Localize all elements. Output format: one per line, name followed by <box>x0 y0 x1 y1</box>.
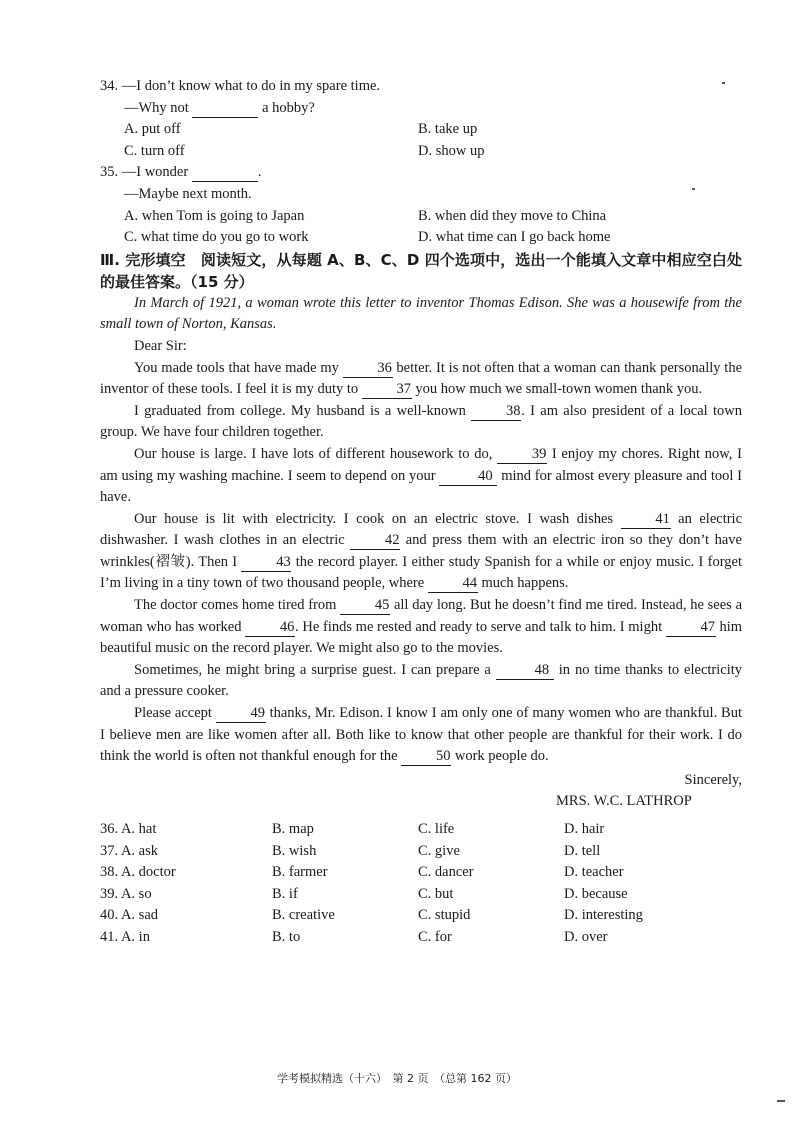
options-row <box>100 927 742 949</box>
blank-48: 48 <box>496 662 554 680</box>
passage-text: and press them with an electric iron so they don’t have wrinkles(褶皱). Then I <box>100 532 742 570</box>
option-c: C. for <box>418 928 452 945</box>
option-a: 40. A. sad <box>100 907 158 924</box>
option-c: C. dancer <box>418 864 474 881</box>
passage-text: You made tools that have made my <box>134 359 339 376</box>
section3-heading: Ⅲ. 完形填空 阅读短文，从每题 A、B、C、D 四个选项中，选出一个能填入文章中相应空白处的最佳答案。（15 分） <box>100 250 742 291</box>
option-a: 39. A. so <box>100 885 152 902</box>
q35-line1 <box>100 162 742 184</box>
blank-38: 38 <box>471 403 521 421</box>
passage-text: thanks, Mr. Edison. I know I am only one of many women who are thankful. But I believe men are like women after all. Both like to know that other people are thankful for their work. I do think the world is often not thankful enough for the <box>100 705 742 765</box>
passage-text: much happens. <box>481 575 569 592</box>
passage-text: Our house is lit with electricity. I cook on an electric stove. I wash dishes <box>134 510 614 527</box>
option-d: D. because <box>564 885 628 902</box>
passage-text: better. It is not often that a woman can thank personally the inventor of these tools. I feel it is my duty to <box>100 359 743 398</box>
scan-speck <box>692 188 695 190</box>
q35-option-c: C. what time do you go to work <box>124 229 309 246</box>
q34-options-row1 <box>100 119 742 141</box>
passage-paragraph-2 <box>100 401 742 444</box>
section3-intro: In March of 1921, a woman wrote this letter to inventor Thomas Edison. She was a housewife from the small town of Norton, Kansas. <box>100 294 742 333</box>
option-a: 38. A. doctor <box>100 864 176 881</box>
option-d: D. tell <box>564 842 601 859</box>
blank-40: 40 <box>439 468 497 486</box>
passage-paragraph-1 <box>100 358 742 401</box>
option-b: B. map <box>272 821 314 837</box>
q34-option-c: C. turn off <box>124 142 185 159</box>
passage-text: . I am also president of a local town group. We have four children together. <box>100 402 743 441</box>
passage-text: I enjoy my chores. Right now, I am using my washing machine. I seem to depend on your <box>100 445 742 484</box>
q35-option-a: A. when Tom is going to Japan <box>124 207 305 224</box>
q34-line2-post: a hobby? <box>262 99 315 116</box>
option-c: C. give <box>418 842 460 859</box>
exam-page <box>100 76 742 949</box>
passage-text: . He finds me rested and ready to serve and talk to him. I might <box>295 618 663 635</box>
option-d: D. teacher <box>564 864 624 881</box>
option-c: C. stupid <box>418 907 471 924</box>
option-d: D. over <box>564 928 608 945</box>
q34-line1: 34. —I don’t know what to do in my spare time. <box>100 78 381 94</box>
q34-options-row2 <box>100 141 742 163</box>
option-b: B. if <box>272 885 298 902</box>
option-a: 41. A. in <box>100 928 150 945</box>
q34-blank <box>192 100 258 118</box>
q35-option-b: B. when did they move to China <box>418 207 607 224</box>
option-c: C. life <box>418 821 455 837</box>
option-b: B. to <box>272 928 301 945</box>
option-d: D. interesting <box>564 907 643 924</box>
q35-options-row2 <box>100 227 742 249</box>
option-b: B. farmer <box>272 864 328 881</box>
blank-41: 41 <box>621 511 671 529</box>
blank-50: 50 <box>401 748 451 766</box>
letter-closing: Sincerely, <box>684 771 742 788</box>
q35-options-row1 <box>100 206 742 228</box>
blank-44: 44 <box>428 575 478 593</box>
scan-speck <box>722 82 725 84</box>
q34-option-b: B. take up <box>418 121 478 138</box>
q35-line1-pre: 35. —I wonder <box>100 164 189 181</box>
passage-text: Please accept <box>134 705 212 722</box>
passage-text: you how much we small-town women thank you. <box>415 381 703 398</box>
q34-option-d: D. show up <box>418 142 485 159</box>
options-row <box>100 841 742 863</box>
blank-36: 36 <box>343 360 393 378</box>
q35-line1-post: . <box>257 164 262 181</box>
option-c: C. but <box>418 885 454 902</box>
blank-47: 47 <box>666 619 716 637</box>
options-row <box>100 905 742 927</box>
options-row <box>100 862 742 884</box>
option-a: 37. A. ask <box>100 842 158 859</box>
blank-45: 45 <box>340 597 390 615</box>
option-b: B. creative <box>272 907 335 924</box>
passage-text: the record player. I either study Spanish for a while or enjoy music. I forget I’m living in a tiny town of two thousand people, where <box>100 553 743 592</box>
blank-37: 37 <box>362 381 412 399</box>
blank-39: 39 <box>497 446 547 464</box>
passage-text: all day long. But he doesn’t find me tired. Instead, he sees a woman who has worked <box>100 597 743 635</box>
blank-46: 46 <box>245 619 295 637</box>
letter-salutation: Dear Sir: <box>134 337 187 354</box>
options-table <box>100 819 742 949</box>
q34-option-a: A. put off <box>124 121 181 138</box>
scan-speck <box>777 1100 785 1102</box>
letter-signature: MRS. W.C. LATHROP <box>556 793 692 810</box>
passage-text: him beautiful music on the record player. We might also go to the movies. <box>100 618 743 657</box>
blank-42: 42 <box>350 532 400 550</box>
passage-text: in no time thanks to electricity and a pressure cooker. <box>100 661 743 700</box>
passage-paragraph-5 <box>100 595 742 660</box>
passage-text: work people do. <box>454 748 549 765</box>
passage-text: The doctor comes home tired from <box>134 597 337 614</box>
q34-line2-pre: —Why not <box>124 99 189 116</box>
passage-text: Our house is large. I have lots of different housework to do, <box>134 445 493 462</box>
q35-option-d: D. what time can I go back home <box>418 229 611 246</box>
q34-line2 <box>100 98 742 120</box>
page-footer: 学考模拟精选（十六） 第 2 页 （总第 162 页） <box>277 1072 517 1085</box>
passage-text: an electric dishwasher. I wash clothes in an electric <box>100 510 743 549</box>
option-b: B. wish <box>272 842 317 859</box>
passage-text: mind for almost every pleasure and tool I have. <box>100 467 743 506</box>
q35-blank <box>192 164 258 182</box>
passage-paragraph-4 <box>100 509 742 595</box>
passage-paragraph-3 <box>100 444 742 509</box>
options-row <box>100 884 742 906</box>
passage-paragraph-6 <box>100 660 742 703</box>
passage-text: I graduated from college. My husband is a well-known <box>134 402 466 419</box>
option-a: 36. A. hat <box>100 821 157 837</box>
blank-43: 43 <box>241 554 291 572</box>
options-row <box>100 819 742 841</box>
option-d: D. hair <box>564 821 605 837</box>
passage-text: Sometimes, he might bring a surprise guest. I can prepare a <box>134 661 491 678</box>
passage-paragraph-7 <box>100 703 742 768</box>
blank-49: 49 <box>216 705 266 723</box>
q35-line2: —Maybe next month. <box>124 185 252 202</box>
